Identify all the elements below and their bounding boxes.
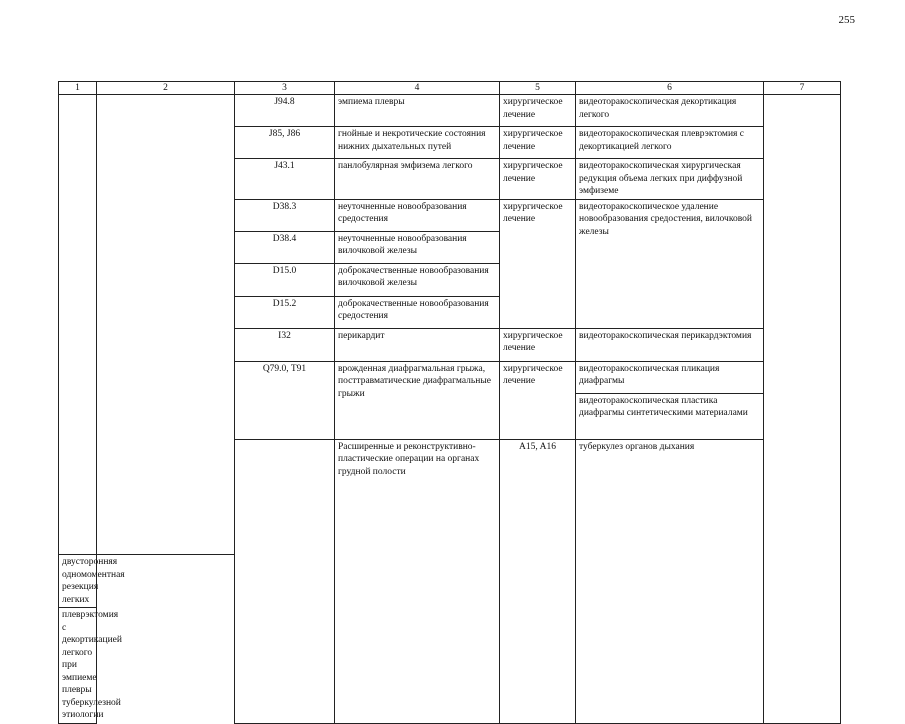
treatment-cell: хирургическое лечение [500, 127, 576, 159]
col7-cell [764, 95, 841, 724]
header-row [59, 82, 841, 95]
code-cell: D15.2 [235, 296, 335, 328]
method-cell: видеоторакоскопическая пликация диафрагмы [576, 361, 764, 393]
diagnosis-cell: врожденная диафрагмальная грыжа, посттравматические диафрагмальные грыжи [335, 361, 500, 439]
col1-cell [235, 439, 335, 723]
method-cell: видеоторакоскопическое удаление новообразования средостения, вилочковой железы [576, 199, 764, 328]
code-cell: A15, A16 [500, 439, 576, 723]
code-cell: D38.3 [235, 199, 335, 231]
treatment-cell: хирургическое лечение [500, 199, 576, 328]
diagnosis-cell: неуточненные новообразования вилочковой железы [335, 231, 500, 263]
col1-cell [59, 95, 97, 555]
diagnosis-cell: панлобулярная эмфизема легкого [335, 159, 500, 200]
table-row [59, 95, 841, 127]
header-cell: 3 [235, 82, 335, 95]
treatment-cell: хирургическое лечение [500, 361, 576, 439]
header-cell: 1 [59, 82, 97, 95]
code-cell: D38.4 [235, 231, 335, 263]
code-cell: Q79.0, T91 [235, 361, 335, 439]
method-cell: видеоторакоскопическая плеврэктомия с декортикацией легкого [576, 127, 764, 159]
diagnosis-cell: неуточненные новообразования средостения [335, 199, 500, 231]
method-cell: видеоторакоскопическая пластика диафрагмы синтетическими материалами [576, 393, 764, 439]
header-cell: 5 [500, 82, 576, 95]
diagnosis-cell: перикардит [335, 328, 500, 361]
method-cell: видеоторакоскопическая перикардэктомия [576, 328, 764, 361]
treatment-cell: хирургическое лечение [500, 328, 576, 361]
diagnosis-cell: туберкулез органов дыхания [576, 439, 764, 723]
diagnosis-cell: эмпиема плевры [335, 95, 500, 127]
code-cell: J94.8 [235, 95, 335, 127]
header-cell: 2 [97, 82, 235, 95]
method-cell: двусторонняя одномоментная резекция легких [59, 555, 97, 608]
method-cell: видеоторакоскопическая декортикация легкого [576, 95, 764, 127]
code-cell: J85, J86 [235, 127, 335, 159]
code-cell: J43.1 [235, 159, 335, 200]
treatment-cell: хирургическое лечение [500, 159, 576, 200]
page-number: 255 [838, 14, 855, 26]
method-cell: видеоторакоскопическая хирургическая редукция объема легких при диффузной эмфиземе [576, 159, 764, 200]
section-name-cell: Расширенные и реконструктивно-пластические операции на органах грудной полости [335, 439, 500, 723]
code-cell: D15.0 [235, 263, 335, 296]
header-cell: 4 [335, 82, 500, 95]
header-cell: 7 [764, 82, 841, 95]
method-cell: плеврэктомия с декортикацией легкого при эмпиеме плевры туберкулезной этиологии [59, 608, 97, 724]
code-cell: I32 [235, 328, 335, 361]
col2-cell [97, 95, 235, 555]
diagnosis-cell: доброкачественные новообразования вилочковой железы [335, 263, 500, 296]
treatment-cell: хирургическое лечение [500, 95, 576, 127]
diagnosis-cell: доброкачественные новообразования средостения [335, 296, 500, 328]
header-cell: 6 [576, 82, 764, 95]
diagnosis-cell: гнойные и некротические состояния нижних дыхательных путей [335, 127, 500, 159]
procedures-table [58, 81, 841, 724]
